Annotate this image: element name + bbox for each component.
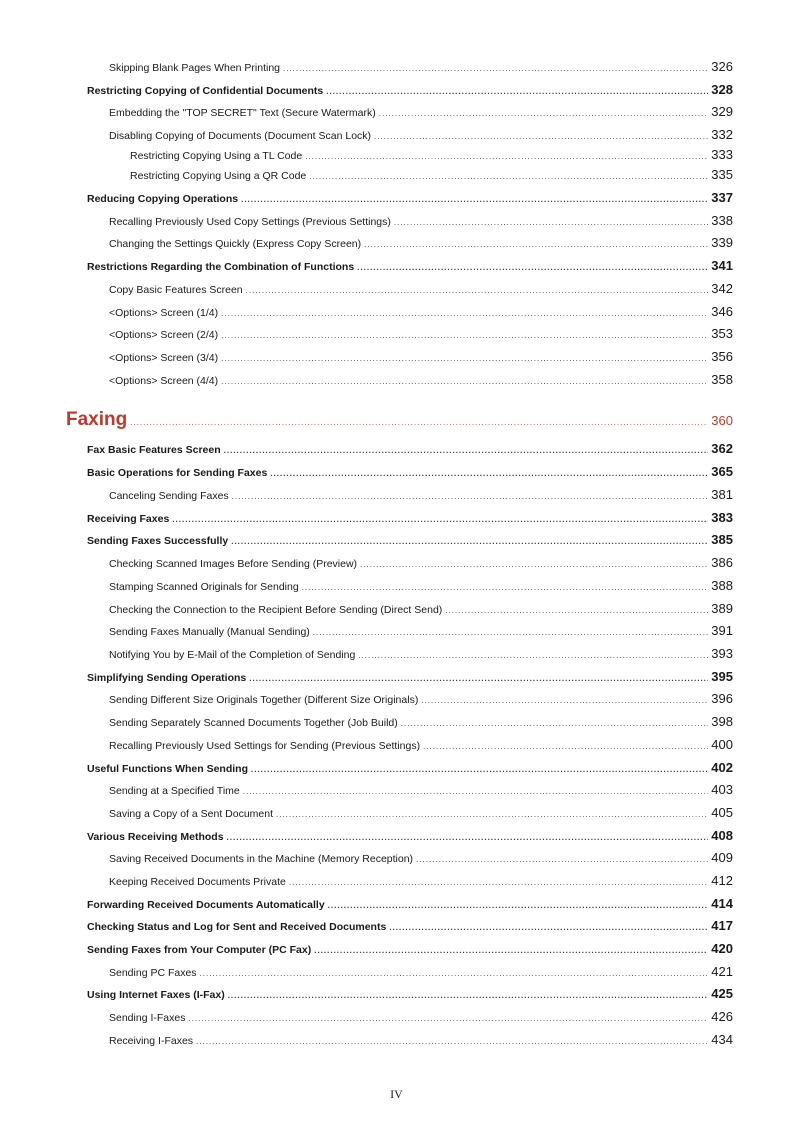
toc-entry-page: 405 (711, 805, 733, 820)
toc-entry-title: Restricting Copying Using a QR Code (130, 170, 307, 182)
toc-entry[interactable] (109, 578, 733, 593)
toc-entry-page: 391 (711, 623, 733, 638)
toc-entry-page: 434 (711, 1032, 733, 1047)
toc-entry[interactable] (109, 127, 733, 142)
toc-entry-title: Receiving I-Faxes (109, 1035, 194, 1047)
toc-entry[interactable] (87, 82, 733, 97)
toc-entry-page: 389 (711, 601, 733, 616)
dot-leader (302, 584, 709, 592)
page-number: IV (390, 1087, 403, 1101)
dot-leader (246, 287, 709, 295)
dot-leader (241, 196, 708, 204)
dot-leader (326, 88, 708, 96)
toc-entry-title: Copy Basic Features Screen (109, 284, 243, 296)
toc-entry[interactable] (109, 850, 733, 865)
toc-entry-title: Sending Faxes Successfully (87, 535, 229, 547)
toc-entry-title: Forwarding Received Documents Automatically (87, 899, 325, 911)
toc-entry-page: 365 (711, 464, 733, 479)
toc-entry-title: Restrictions Regarding the Combination of Functions (87, 261, 355, 273)
dot-leader (276, 811, 708, 819)
toc-entry-page: 400 (711, 737, 733, 752)
toc-entry-page: 333 (711, 147, 733, 162)
toc-entry-page: 358 (711, 372, 733, 387)
toc-entry-title: Sending PC Faxes (109, 967, 197, 979)
dot-leader (172, 516, 708, 524)
dot-leader (305, 153, 708, 161)
dot-leader (313, 629, 709, 637)
dot-leader (421, 697, 708, 705)
toc-entry-title: Notifying You by E-Mail of the Completion of Sending (109, 649, 356, 661)
toc-entry[interactable] (87, 669, 733, 684)
toc-entry[interactable] (109, 601, 733, 616)
toc-entry-title: Sending I-Faxes (109, 1012, 186, 1024)
toc-entry-page: 396 (711, 691, 733, 706)
toc-entry-title: Restricting Copying of Confidential Documents (87, 85, 324, 97)
toc-entry-title: Basic Operations for Sending Faxes (87, 467, 268, 479)
dot-leader (228, 992, 709, 1000)
toc-entry-title: Sending Faxes from Your Computer (PC Fax) (87, 944, 312, 956)
dot-leader (227, 834, 709, 842)
toc-entry-page: 339 (711, 235, 733, 250)
toc-entry-title: Embedding the "TOP SECRET" Text (Secure Watermark) (109, 107, 376, 119)
toc-entry-page: 337 (711, 190, 733, 205)
toc-entry-page: 383 (711, 510, 733, 525)
dot-leader (283, 65, 708, 73)
toc-entry[interactable] (130, 167, 733, 182)
toc-entry-title: <Options> Screen (2/4) (109, 329, 219, 341)
toc-entry-title: Checking Status and Log for Sent and Received Documents (87, 921, 387, 933)
toc-entry-page: 385 (711, 532, 733, 547)
toc-entry-page: 335 (711, 167, 733, 182)
toc-entry[interactable] (109, 235, 733, 250)
dot-leader (289, 879, 708, 887)
dot-leader (379, 110, 709, 118)
toc-entry[interactable] (109, 691, 733, 706)
toc-entry-page: 353 (711, 326, 733, 341)
dot-leader (394, 219, 708, 227)
dot-leader (309, 173, 708, 181)
toc-entry-page: 362 (711, 441, 733, 456)
toc-entry-title: Simplifying Sending Operations (87, 672, 247, 684)
dot-leader (314, 947, 708, 955)
toc-entry[interactable] (109, 349, 733, 364)
dot-leader (200, 970, 709, 978)
toc-entry-page: 408 (711, 828, 733, 843)
toc-entry-page: 341 (711, 258, 733, 273)
toc-entry[interactable] (109, 372, 733, 387)
toc-entry[interactable] (109, 281, 733, 296)
toc-entry[interactable] (109, 104, 733, 119)
toc-entry[interactable] (109, 714, 733, 729)
dot-leader (364, 241, 708, 249)
toc-entry-page: 381 (711, 487, 733, 502)
toc-entry[interactable] (109, 873, 733, 888)
toc-entry[interactable] (87, 464, 733, 479)
toc-entry-title: <Options> Screen (1/4) (109, 307, 219, 319)
toc-chapter-heading[interactable] (66, 409, 733, 431)
toc-entry[interactable] (109, 1009, 733, 1024)
toc-entry[interactable] (109, 304, 733, 319)
toc-entry-title: Saving Received Documents in the Machine (Memory Reception) (109, 853, 414, 865)
toc-entry[interactable] (109, 737, 733, 752)
toc-entry-title: Keeping Received Documents Private (109, 876, 286, 888)
toc-entry[interactable] (87, 510, 733, 525)
toc-entry-title: Receiving Faxes (87, 513, 170, 525)
toc-entry-title: Recalling Previously Used Settings for Sending (Previous Settings) (109, 740, 421, 752)
dot-leader (374, 133, 708, 141)
toc-entry-title: Reducing Copying Operations (87, 193, 239, 205)
toc-entry-page: 398 (711, 714, 733, 729)
toc-entry-page: 393 (711, 646, 733, 661)
dot-leader (221, 378, 708, 386)
toc-entry-title: Sending Faxes Manually (Manual Sending) (109, 626, 310, 638)
toc-entry-page: 414 (711, 896, 733, 911)
toc-entry-page: 346 (711, 304, 733, 319)
toc-entry[interactable] (109, 326, 733, 341)
toc-entry-page: 403 (711, 782, 733, 797)
toc-entry-title: Checking the Connection to the Recipient Before Sending (Direct Send) (109, 604, 443, 616)
toc-entry-page: 420 (711, 941, 733, 956)
toc-entry-title: Using Internet Faxes (I-Fax) (87, 989, 225, 1001)
dot-leader (416, 856, 708, 864)
toc-entry-page: 417 (711, 918, 733, 933)
toc-entry-title: Sending at a Specified Time (109, 785, 240, 797)
toc-entry-page: 342 (711, 281, 733, 296)
dot-leader (188, 1015, 708, 1023)
toc-entry-title: <Options> Screen (3/4) (109, 352, 219, 364)
toc-entry[interactable] (109, 213, 733, 228)
toc-entry-title: Useful Functions When Sending (87, 763, 248, 775)
dot-leader (328, 902, 709, 910)
toc-entry-title: Various Receiving Methods (87, 831, 224, 843)
toc-entry[interactable] (109, 487, 733, 502)
toc-entry-title: Saving a Copy of a Sent Document (109, 808, 274, 820)
toc-entry-page: 386 (711, 555, 733, 570)
toc-entry-title: Fax Basic Features Screen (87, 444, 221, 456)
toc-entry-page: 326 (711, 59, 733, 74)
dot-leader (221, 310, 708, 318)
dot-leader (357, 264, 708, 272)
toc-entry-title: Sending Separately Scanned Documents Together (Job Build) (109, 717, 398, 729)
toc-entry[interactable] (87, 986, 733, 1001)
dot-leader (221, 332, 708, 340)
toc-entry-page: 360 (711, 413, 733, 428)
toc-entry-page: 412 (711, 873, 733, 888)
toc-entry[interactable] (87, 190, 733, 205)
toc-entry-page: 395 (711, 669, 733, 684)
toc-entry-title: Restricting Copying Using a TL Code (130, 150, 303, 162)
toc-entry-page: 409 (711, 850, 733, 865)
toc-entry[interactable] (87, 941, 733, 956)
toc-entry-title: Checking Scanned Images Before Sending (Preview) (109, 558, 358, 570)
toc-entry[interactable] (109, 623, 733, 638)
dot-leader (243, 788, 709, 796)
toc-entry-page: 426 (711, 1009, 733, 1024)
toc-entry[interactable] (87, 918, 733, 933)
dot-leader (221, 355, 708, 363)
dot-leader (423, 743, 708, 751)
toc-entry-page: 388 (711, 578, 733, 593)
toc-entry[interactable] (87, 760, 733, 775)
dot-leader (130, 419, 708, 427)
toc-entry[interactable] (109, 782, 733, 797)
toc-entry-page: 338 (711, 213, 733, 228)
toc-entry[interactable] (109, 964, 733, 979)
toc-entry[interactable] (109, 1032, 733, 1047)
toc-entry-title: Skipping Blank Pages When Printing (109, 62, 281, 74)
toc-entry-title: <Options> Screen (4/4) (109, 375, 219, 387)
dot-leader (224, 447, 709, 455)
toc-entry[interactable] (109, 805, 733, 820)
toc-entry-title: Disabling Copying of Documents (Document Scan Lock) (109, 130, 372, 142)
toc-entry[interactable] (109, 646, 733, 661)
toc-entry-page: 402 (711, 760, 733, 775)
toc-entry[interactable] (87, 896, 733, 911)
toc-entry-title: Canceling Sending Faxes (109, 490, 229, 502)
toc-entry[interactable] (87, 532, 733, 547)
dot-leader (196, 1038, 708, 1046)
toc-entry[interactable] (87, 828, 733, 843)
dot-leader (270, 470, 708, 478)
dot-leader (232, 493, 709, 501)
dot-leader (251, 766, 708, 774)
toc-entry[interactable] (109, 555, 733, 570)
dot-leader (445, 607, 708, 615)
toc-entry[interactable] (130, 147, 733, 162)
toc-entry-title: Sending Different Size Originals Together (Different Size Originals) (109, 694, 419, 706)
toc-entry[interactable] (87, 258, 733, 273)
toc-entry-title: Stamping Scanned Originals for Sending (109, 581, 299, 593)
toc-entry-page: 356 (711, 349, 733, 364)
toc-entry-title: Changing the Settings Quickly (Express Copy Screen) (109, 238, 362, 250)
toc-entry[interactable] (87, 441, 733, 456)
dot-leader (358, 652, 708, 660)
toc-entry-page: 421 (711, 964, 733, 979)
toc-entry-page: 425 (711, 986, 733, 1001)
toc-entry-page: 328 (711, 82, 733, 97)
toc-entry-page: 329 (711, 104, 733, 119)
dot-leader (360, 561, 708, 569)
dot-leader (401, 720, 709, 728)
dot-leader (249, 675, 708, 683)
dot-leader (389, 924, 708, 932)
toc-entry-title: Faxing (66, 409, 128, 430)
toc-entry[interactable] (109, 59, 733, 74)
dot-leader (231, 538, 708, 546)
toc-entry-title: Recalling Previously Used Copy Settings (Previous Settings) (109, 216, 391, 228)
toc-entry-page: 332 (711, 127, 733, 142)
